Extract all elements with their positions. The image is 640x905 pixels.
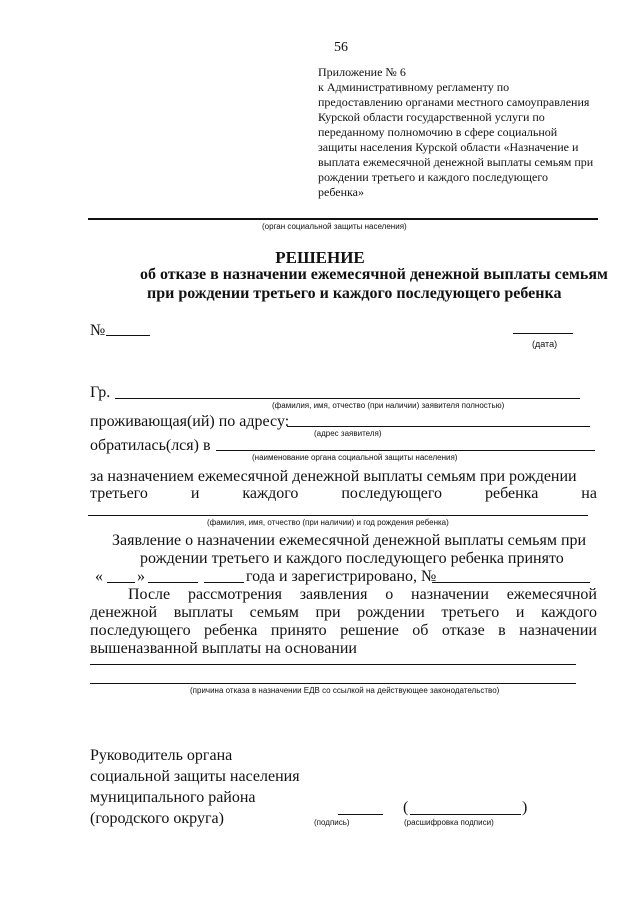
date-field[interactable] [513,333,573,334]
fio-hint: (фамилия, имя, отчество (при наличии) заявителя полностью) [272,401,505,410]
head-line: Руководитель органа [90,747,233,764]
decode-field[interactable] [410,814,521,815]
registered-text: года и зарегистрировано, № [246,568,437,585]
address-field[interactable] [287,426,590,427]
head-block [90,745,300,829]
date-open-quote: « [95,568,103,585]
purpose-word: каждого [242,485,299,502]
head-line: социальной защиты населения [90,768,300,785]
statement-line2: рождении третьего и каждого последующего ребенка принято [140,550,564,567]
document-title: РЕШЕНИЕ [275,248,365,267]
document-subtitle-line2: при рождении третьего и каждого последующего ребенка [147,285,562,302]
annex-line: ребенка» [318,185,364,199]
organ-line [88,218,598,220]
reason-field-2[interactable] [90,683,576,684]
organ-name-field[interactable] [216,450,595,451]
purpose-line1: за назначением ежемесячной денежной выплаты семьям при рождении [90,468,577,485]
decode-hint: (расшифровка подписи) [404,818,494,827]
child-hint: (фамилия, имя, отчество (при наличии) и год рождения ребенка) [207,518,449,527]
annex-block [318,65,593,200]
reason-hint: (причина отказа в назначении ЕДВ со ссылкой на действующее законодательство) [190,686,500,695]
date-close-quote: » [137,568,145,585]
address-label: проживающая(ий) по адресу: [90,413,290,430]
purpose-word: на [581,485,597,502]
annex-line: предоставлению органами местного самоуправления [318,95,590,109]
applicant-name-field[interactable] [115,398,580,399]
organ-hint: (орган социальной защиты населения) [262,222,407,231]
registration-number-field[interactable] [432,582,590,583]
purpose-line2 [90,485,597,503]
reason-field-1[interactable] [90,664,576,665]
purpose-word: третьего [90,485,148,502]
annex-line: к Административному регламенту по [318,80,510,94]
purpose-word: и [190,485,200,502]
annex-line: Курской области государственной услуги по [318,110,545,124]
annex-line: переданному полномочию в сфере социальной [318,125,558,139]
organ-name-hint: (наименование органа социальной защиты населения) [252,453,458,462]
head-line: муниципального района [90,789,256,806]
annex-line: Приложение № 6 [318,65,406,79]
number-label: № [90,322,106,339]
purpose-word: последующего [341,485,442,502]
paren-open: ( [403,799,409,816]
purpose-word: ребенка [484,485,539,502]
month-field[interactable] [148,582,198,583]
number-field[interactable] [106,335,150,336]
date-hint: (дата) [532,339,558,349]
signature-hint: (подпись) [314,818,350,827]
applied-label: обратилась(лся) в [90,437,211,454]
gr-label: Гр. [90,384,111,401]
annex-line: рождении третьего и каждого последующего [318,170,548,184]
signature-field[interactable] [338,814,383,815]
statement-line1: Заявление о назначении ежемесячной денежной выплаты семьям при [112,532,587,549]
address-hint: (адрес заявителя) [314,429,382,438]
document-subtitle-line1: об отказе в назначении ежемесячной денежной выплаты семьям [140,266,608,283]
decision-paragraph: После рассмотрения заявления о назначении ежемесячной денежной выплаты семьям при рождении третьего и каждого последующего ребенка принято решение об отказе в назначении вышеназванной выплаты на основании [90,586,597,657]
annex-line: выплата ежемесячной денежной выплаты семьям при [318,155,594,169]
paren-close: ) [522,799,528,816]
child-field[interactable] [88,515,588,516]
page-number: 56 [334,40,348,55]
head-line: (городского округа) [90,810,224,827]
year-field[interactable] [204,582,244,583]
day-field[interactable] [107,582,135,583]
annex-line: защиты населения Курской области «Назначение и [318,140,579,154]
